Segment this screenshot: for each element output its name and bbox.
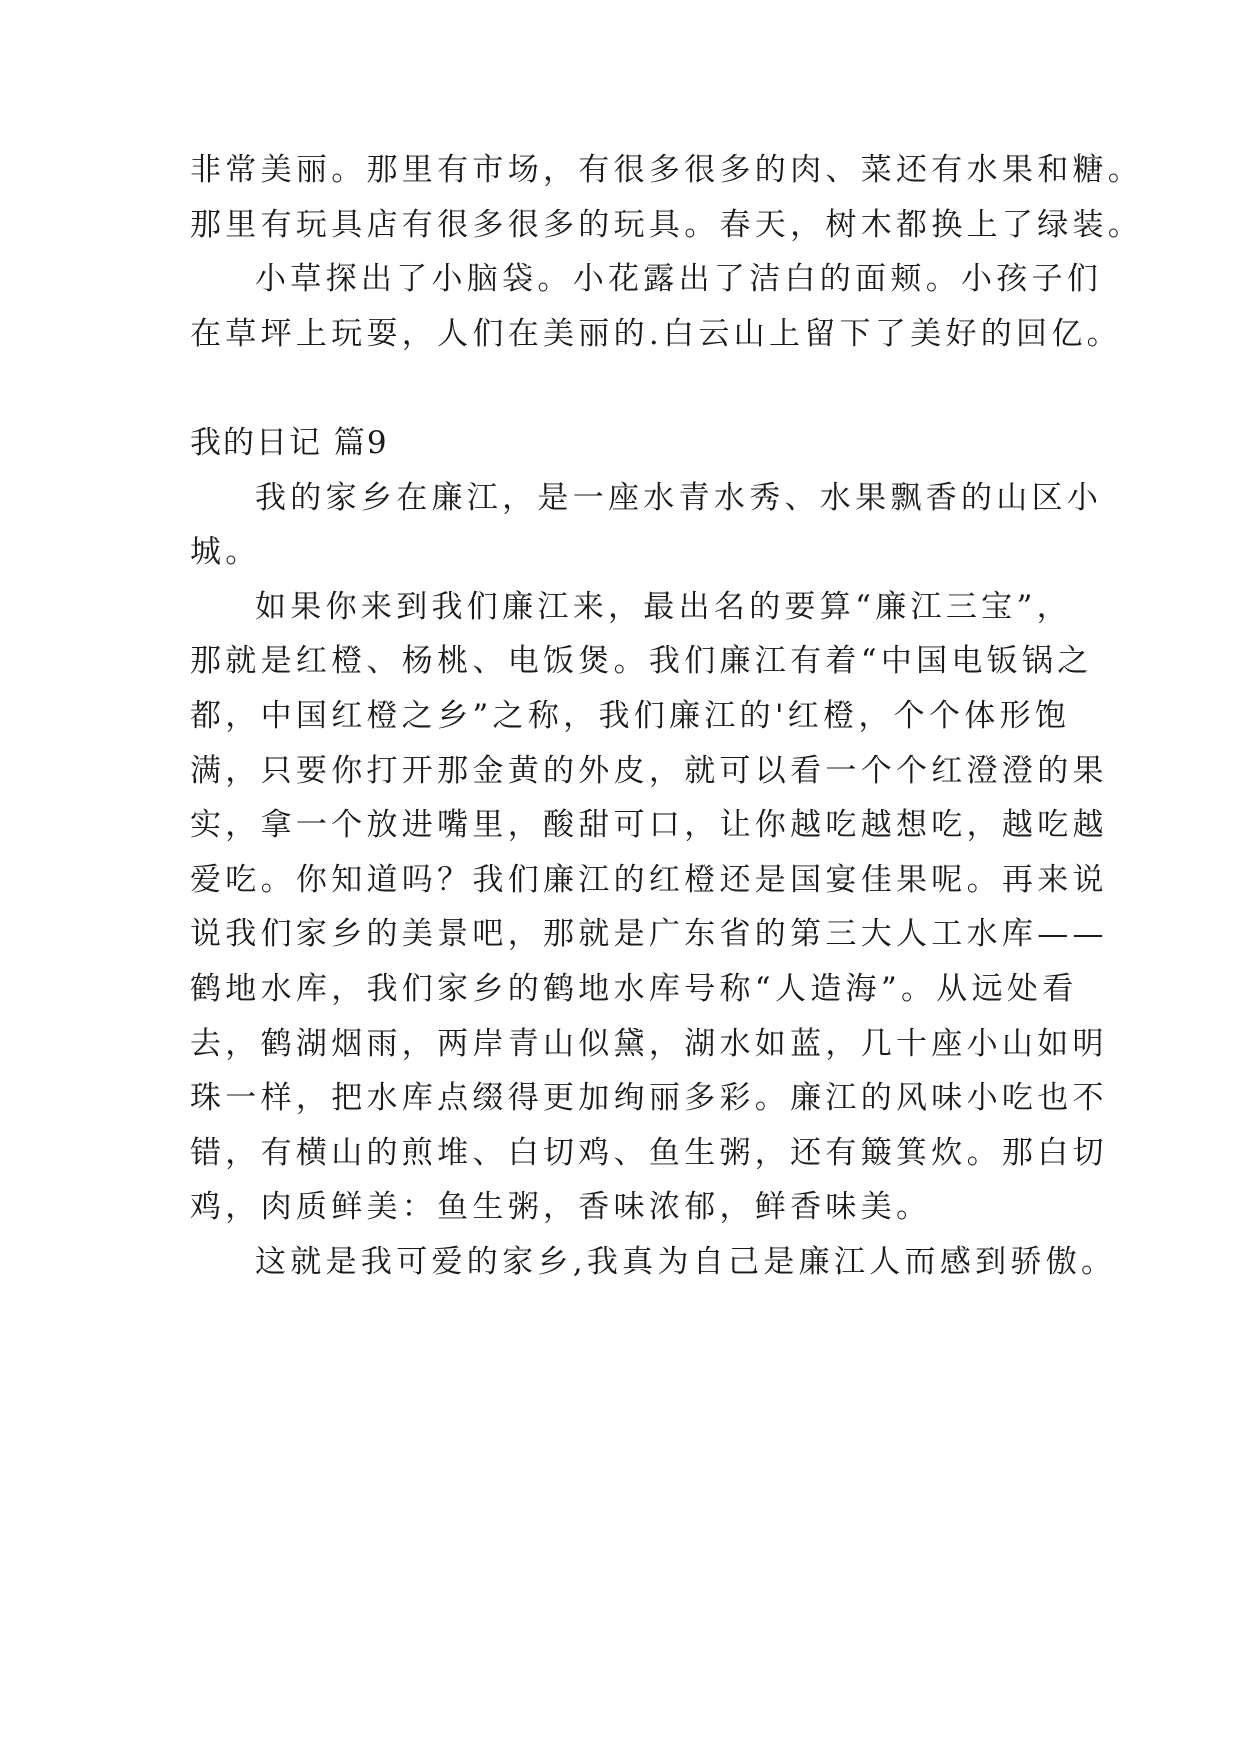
paragraph-line: 满，只要你打开那金黄的外皮，就可以看一个个红澄澄的果: [190, 753, 1108, 789]
paragraph-line: 如果你来到我们廉江来，最出名的要算“廉江三宝”，: [255, 589, 1072, 625]
paragraph-line: 都，中国红橙之乡”之称，我们廉江的'红橙，个个体形饱: [190, 698, 1071, 734]
paragraph-line: 珠一样，把水库点缀得更加绚丽多彩。廉江的风味小吃也不: [190, 1080, 1108, 1116]
paragraph-line: 在草坪上玩耍，人们在美丽的.白云山上留下了美好的回亿。: [190, 316, 1122, 352]
paragraph-line: 非常美丽。那里有市场，有很多很多的肉、菜还有水果和糖。: [190, 152, 1144, 188]
paragraph-line: 去，鹤湖烟雨，两岸青山似黛，湖水如蓝，几十座小山如明: [190, 1026, 1108, 1062]
paragraph-line: 鹤地水库，我们家乡的鹤地水库号称“人造海”。从远处看: [190, 971, 1078, 1007]
section-heading: 我的日记 篇9: [190, 425, 389, 461]
paragraph-line: 爱吃。你知道吗？我们廉江的红橙还是国宴佳果呢。再来说: [190, 862, 1108, 898]
paragraph-line: 我的家乡在廉江，是一座水青水秀、水果飘香的山区小: [255, 480, 1103, 516]
paragraph-line: 那里有玩具店有很多很多的玩具。春天，树木都换上了绿装。: [190, 207, 1144, 243]
paragraph-line: 小草探出了小脑袋。小花露出了洁白的面颊。小孩子们: [255, 261, 1103, 297]
paragraph-line: 说我们家乡的美景吧，那就是广东省的第三大人工水库——: [190, 916, 1108, 952]
paragraph-line: 鸡，肉质鲜美：鱼生粥，香味浓郁，鲜香味美。: [190, 1189, 932, 1225]
paragraph-line: 城。: [190, 534, 261, 570]
paragraph-line: 这就是我可爱的家乡,我真为自己是廉江人而感到骄傲。: [255, 1244, 1117, 1280]
paragraph-line: 那就是红橙、杨桃、电饭煲。我们廉江有着“中国电钣锅之: [190, 643, 1093, 679]
paragraph-line: 错，有横山的煎堆、白切鸡、鱼生粥，还有簸箕炊。那白切: [190, 1135, 1108, 1171]
paragraph-line: 实，拿一个放进嘴里，酸甜可口，让你越吃越想吃，越吃越: [190, 807, 1108, 843]
